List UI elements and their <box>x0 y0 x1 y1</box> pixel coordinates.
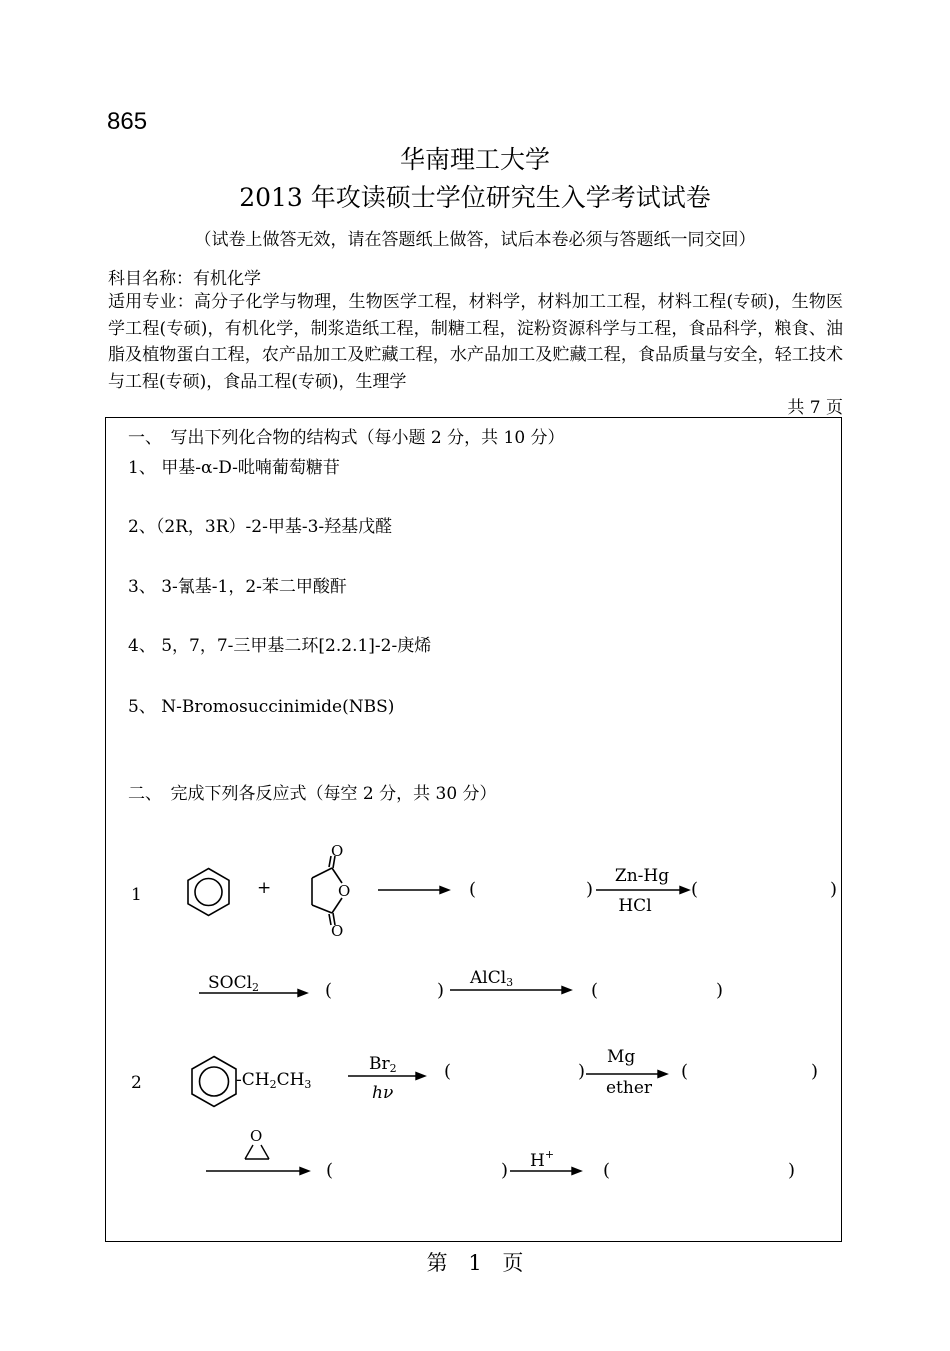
reagent-hv: hν <box>372 1083 394 1103</box>
blank-2d-close: ) <box>788 1160 796 1181</box>
exam-code: 865 <box>107 108 148 135</box>
blank-1c-close: ) <box>437 980 445 1001</box>
blank-1d-close: ) <box>716 980 724 1001</box>
section2-title: 二、 完成下列各反应式（每空 2 分，共 30 分） <box>128 784 497 804</box>
blank-1b-open: ( <box>691 879 699 900</box>
applicable-majors: 适用专业：高分子化学与物理，生物医学工程，材料学，材料加工工程，材料工程(专硕)，生物医学工程(专硕)，有机化学，制浆造纸工程，制糖工程，淀粉资源科学与工程，食品科学，粮食、油脂及植物蛋白工程，农产品加工及贮藏工程，水产品加工及贮藏工程，食品质量与安全，轻工技术与工程(专硕)，食品工程(专硕)，生理学 <box>108 292 843 392</box>
epoxide-oxygen: O <box>250 1127 263 1145</box>
question-1-4: 4、 5，7，7-三甲基二环[2.2.1]-2-庚烯 <box>128 636 432 656</box>
exam-title: 2013 年攻读硕士学位研究生入学考试试卷 <box>239 183 711 212</box>
blank-2c-close: ) <box>501 1160 509 1181</box>
anhydride-o-ring: O <box>338 882 351 900</box>
benzene-ring-2 <box>192 1057 236 1107</box>
reagent-socl2: SOCl$_2$ <box>208 973 260 994</box>
benzene-ring-1 <box>188 869 229 916</box>
question-1-5: 5、 N-Bromosuccinimide(NBS) <box>128 697 395 717</box>
blank-1d-open: ( <box>591 980 599 1001</box>
reagent-br2: $Br_2$ <box>369 1054 397 1075</box>
reaction-2-number: 2 <box>131 1073 142 1093</box>
university-title: 华南理工大学 <box>399 145 550 174</box>
ethyl-substituent: $-CH_2CH_3$ <box>236 1070 312 1091</box>
blank-2b-close: ) <box>811 1061 819 1082</box>
plus-sign: + <box>257 878 272 898</box>
exam-note: （试卷上做答无效，请在答题纸上做答，试后本卷必须与答题纸一同交回） <box>194 230 756 250</box>
blank-2a-open: ( <box>444 1061 452 1082</box>
anhydride-o-bottom: O <box>331 922 344 940</box>
question-1-1: 1、 甲基-α-D-吡喃葡萄糖苷 <box>128 458 340 478</box>
total-pages: 共 7 页 <box>787 398 843 418</box>
blank-1a-open: ( <box>469 879 477 900</box>
reagent-zn-hg: Zn-Hg <box>614 866 670 886</box>
reagent-ether: ether <box>606 1078 653 1098</box>
blank-1b-close: ) <box>830 879 838 900</box>
reagent-hcl: HCl <box>618 896 652 916</box>
question-1-2: 2、（2R，3R）-2-甲基-3-羟基戊醛 <box>128 517 393 537</box>
subject-name: 科目名称：有机化学 <box>108 269 261 289</box>
reagent-alcl3: AlCl$_3$ <box>470 968 514 989</box>
blank-2a-close: ) <box>578 1061 586 1082</box>
question-1-3: 3、 3-氰基-1，2-苯二甲酸酐 <box>128 577 347 597</box>
epoxide-icon <box>245 1145 269 1159</box>
blank-1c-open: ( <box>325 980 333 1001</box>
reagent-mg: Mg <box>607 1047 636 1067</box>
blank-2b-open: ( <box>681 1061 689 1082</box>
blank-2c-open: ( <box>326 1160 334 1181</box>
blank-1a-close: ) <box>586 879 594 900</box>
anhydride-o-top: O <box>331 842 344 860</box>
reagent-h-plus: H+ <box>530 1148 555 1171</box>
section1-title: 一、 写出下列化合物的结构式（每小题 2 分，共 10 分） <box>128 428 565 448</box>
reaction-1-number: 1 <box>131 885 142 905</box>
blank-2d-open: ( <box>603 1160 611 1181</box>
page-number: 第 1 页 <box>426 1251 524 1275</box>
